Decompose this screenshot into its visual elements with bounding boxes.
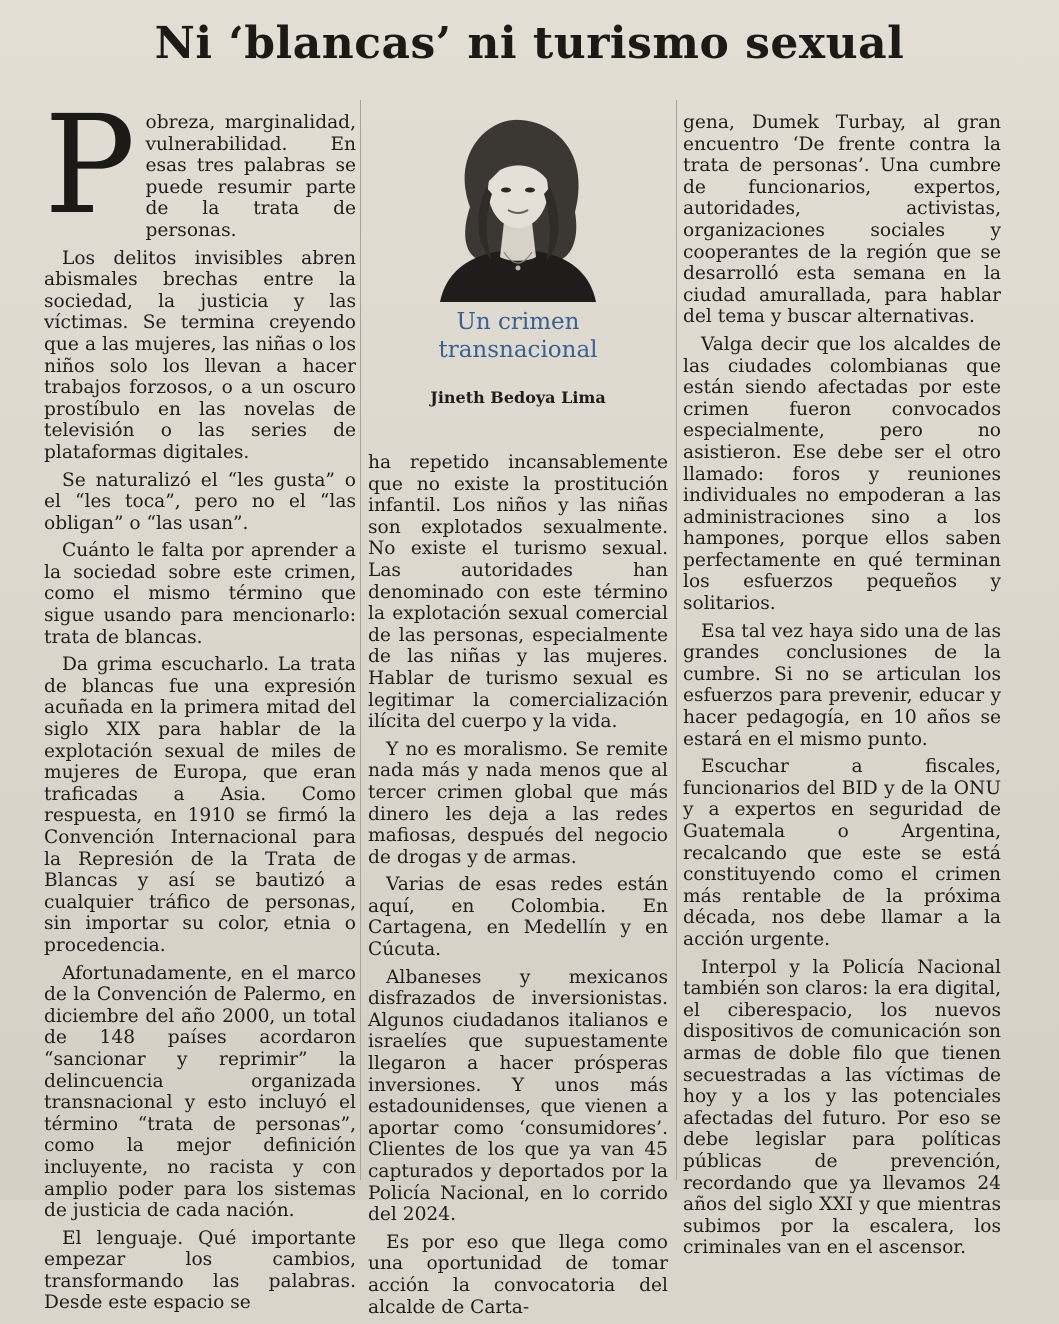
paragraph: Da grima escucharlo. La trata de blancas fue una expresión acuñada en la primera mitad del siglo XIX para hablar de la explotación sexual de miles de mujeres de Europa, que eran traficadas a Asia. Como respuesta, en 1910 se firmó la Convención Internacional para la Represión de la Trata de Blancas y así se bautizó a cualquier tráfico de personas, sin importar su color, etnia o procedencia. <box>44 654 356 956</box>
column-2 <box>368 452 668 1324</box>
paragraph: ha repetido incansablemente que no existe la prostitución infantil. Los niños y las niñas son explotados sexualmente. No existe el turismo sexual. Las autoridades han denominado con este término la explotación sexual comercial de las personas, especialmente de las niñas y las mujeres. Hablar de turismo sexual es legitimar la comercialización ilícita del cuerpo y la vida. <box>368 452 668 733</box>
column-3 <box>683 112 1001 1265</box>
paragraph: Y no es moralismo. Se remite nada más y nada menos que al tercer crimen global que más dinero les deja a las redes mafiosas, después del negocio de drogas y de armas. <box>368 738 668 868</box>
paragraph: Cuánto le falta por aprender a la sociedad sobre este crimen, como el mismo término que sigue usando para mencionarlo: trata de blancas. <box>44 540 356 648</box>
paragraph: Es por eso que llega como una oportunidad de tomar acción la convocatoria del alcalde de Carta- <box>368 1231 668 1318</box>
author-byline: Jineth Bedoya Lima <box>430 388 606 407</box>
paragraph: Varias de esas redes están aquí, en Colombia. En Cartagena, en Medellín y en Cúcuta. <box>368 874 668 961</box>
section-title <box>368 308 668 364</box>
column-divider <box>360 100 361 1180</box>
column-1 <box>44 87 356 1320</box>
paragraph: Se naturalizó el “les gusta” o el “les toca”, pero no el “las obligan” o “las usan”. <box>44 469 356 534</box>
paragraph: Valga decir que los alcaldes de las ciudades colombianas que están siendo afectadas por este crimen fueron convocados especialmente, pero no asistieron. Ese debe ser el otro llamado: foros y reuniones individuales no empoderan a las administraciones sino a los hampones, porque ellos saben perfectamente en qué terminan los esfuerzos pequeños y solitarios. <box>683 333 1001 615</box>
drop-cap: P <box>44 87 136 245</box>
paragraph: gena, Dumek Turbay, al gran encuentro ‘De frente contra la trata de personas’. Una cumbre de funcionarios, expertos, autoridades, activistas, organizaciones sociales y cooperantes de la región que se desarrolló esta semana en la ciudad amurallada, para hablar del tema y buscar alternativas. <box>683 112 1001 328</box>
paragraph: Interpol y la Policía Nacional también son claros: la era digital, el ciberespacio, los nuevos dispositivos de comunicación son armas de doble filo que tienen secuestradas a las víctimas de hoy y a los y las potenciales afectadas del futuro. Por eso se debe legislar para políticas públicas de prevención, recordando que ya llevamos 24 años del siglo XXI y que mientras subimos por la escalera, los criminales van en el ascensor. <box>683 956 1001 1259</box>
paragraph: Afortunadamente, en el marco de la Convención de Palermo, en diciembre del año 2000, un total de 148 países acordaron “sancionar y reprimir” la delincuencia organizada transnacional y esto incluyó el término “trata de personas”, como la mejor definición incluyente, no racista y con amplio poder para los sistemas de justicia de cada nación. <box>44 962 356 1222</box>
paragraph: Esa tal vez haya sido una de las grandes conclusiones de la cumbre. Si no se articulan los esfuerzos para prevenir, educar y hacer pedagogía, en 10 años se estará en el mismo punto. <box>683 620 1001 750</box>
paragraph: Escuchar a fiscales, funcionarios del BID y de la ONU y a expertos en seguridad de Guatemala o Argentina, recalcando que este se está constituyendo como el crimen más rentable de la próxima década, nos debe llamar a la acción urgente. <box>683 756 1001 950</box>
section-title-line: Un crimen <box>456 309 580 335</box>
paragraph: El lenguaje. Qué importante empezar los cambios, transformando las palabras. Desde este espacio se <box>44 1227 356 1314</box>
section-title-line: transnacional <box>438 337 598 363</box>
author-block <box>368 112 668 442</box>
paragraph: obreza, marginalidad, vulnerabilidad. En esas tres palabras se puede resumir parte de la trata de personas. <box>145 112 356 241</box>
headline: Ni ‘blancas’ ni turismo sexual <box>154 18 905 69</box>
author-portrait <box>430 112 606 302</box>
paragraph: Los delitos invisibles abren abismales brechas entre la sociedad, la justicia y las víctimas. Se termina creyendo que a las mujeres, las niñas o los niños solo los llevan a hacer trabajos forzosos, o a un oscuro prostíbulo en las novelas de televisión o las series de plataformas digitales. <box>44 247 356 463</box>
paragraph: Albaneses y mexicanos disfrazados de inversionistas. Algunos ciudadanos italianos e israelíes que supuestamente llegaron a hacer prósperas inversiones. Y unos más estadounidenses, que vienen a aportar como ‘consumidores’. Clientes de los que ya van 45 capturados y deportados por la Policía Nacional, en lo corrido del 2024. <box>368 966 668 1226</box>
column-divider <box>676 100 677 1180</box>
